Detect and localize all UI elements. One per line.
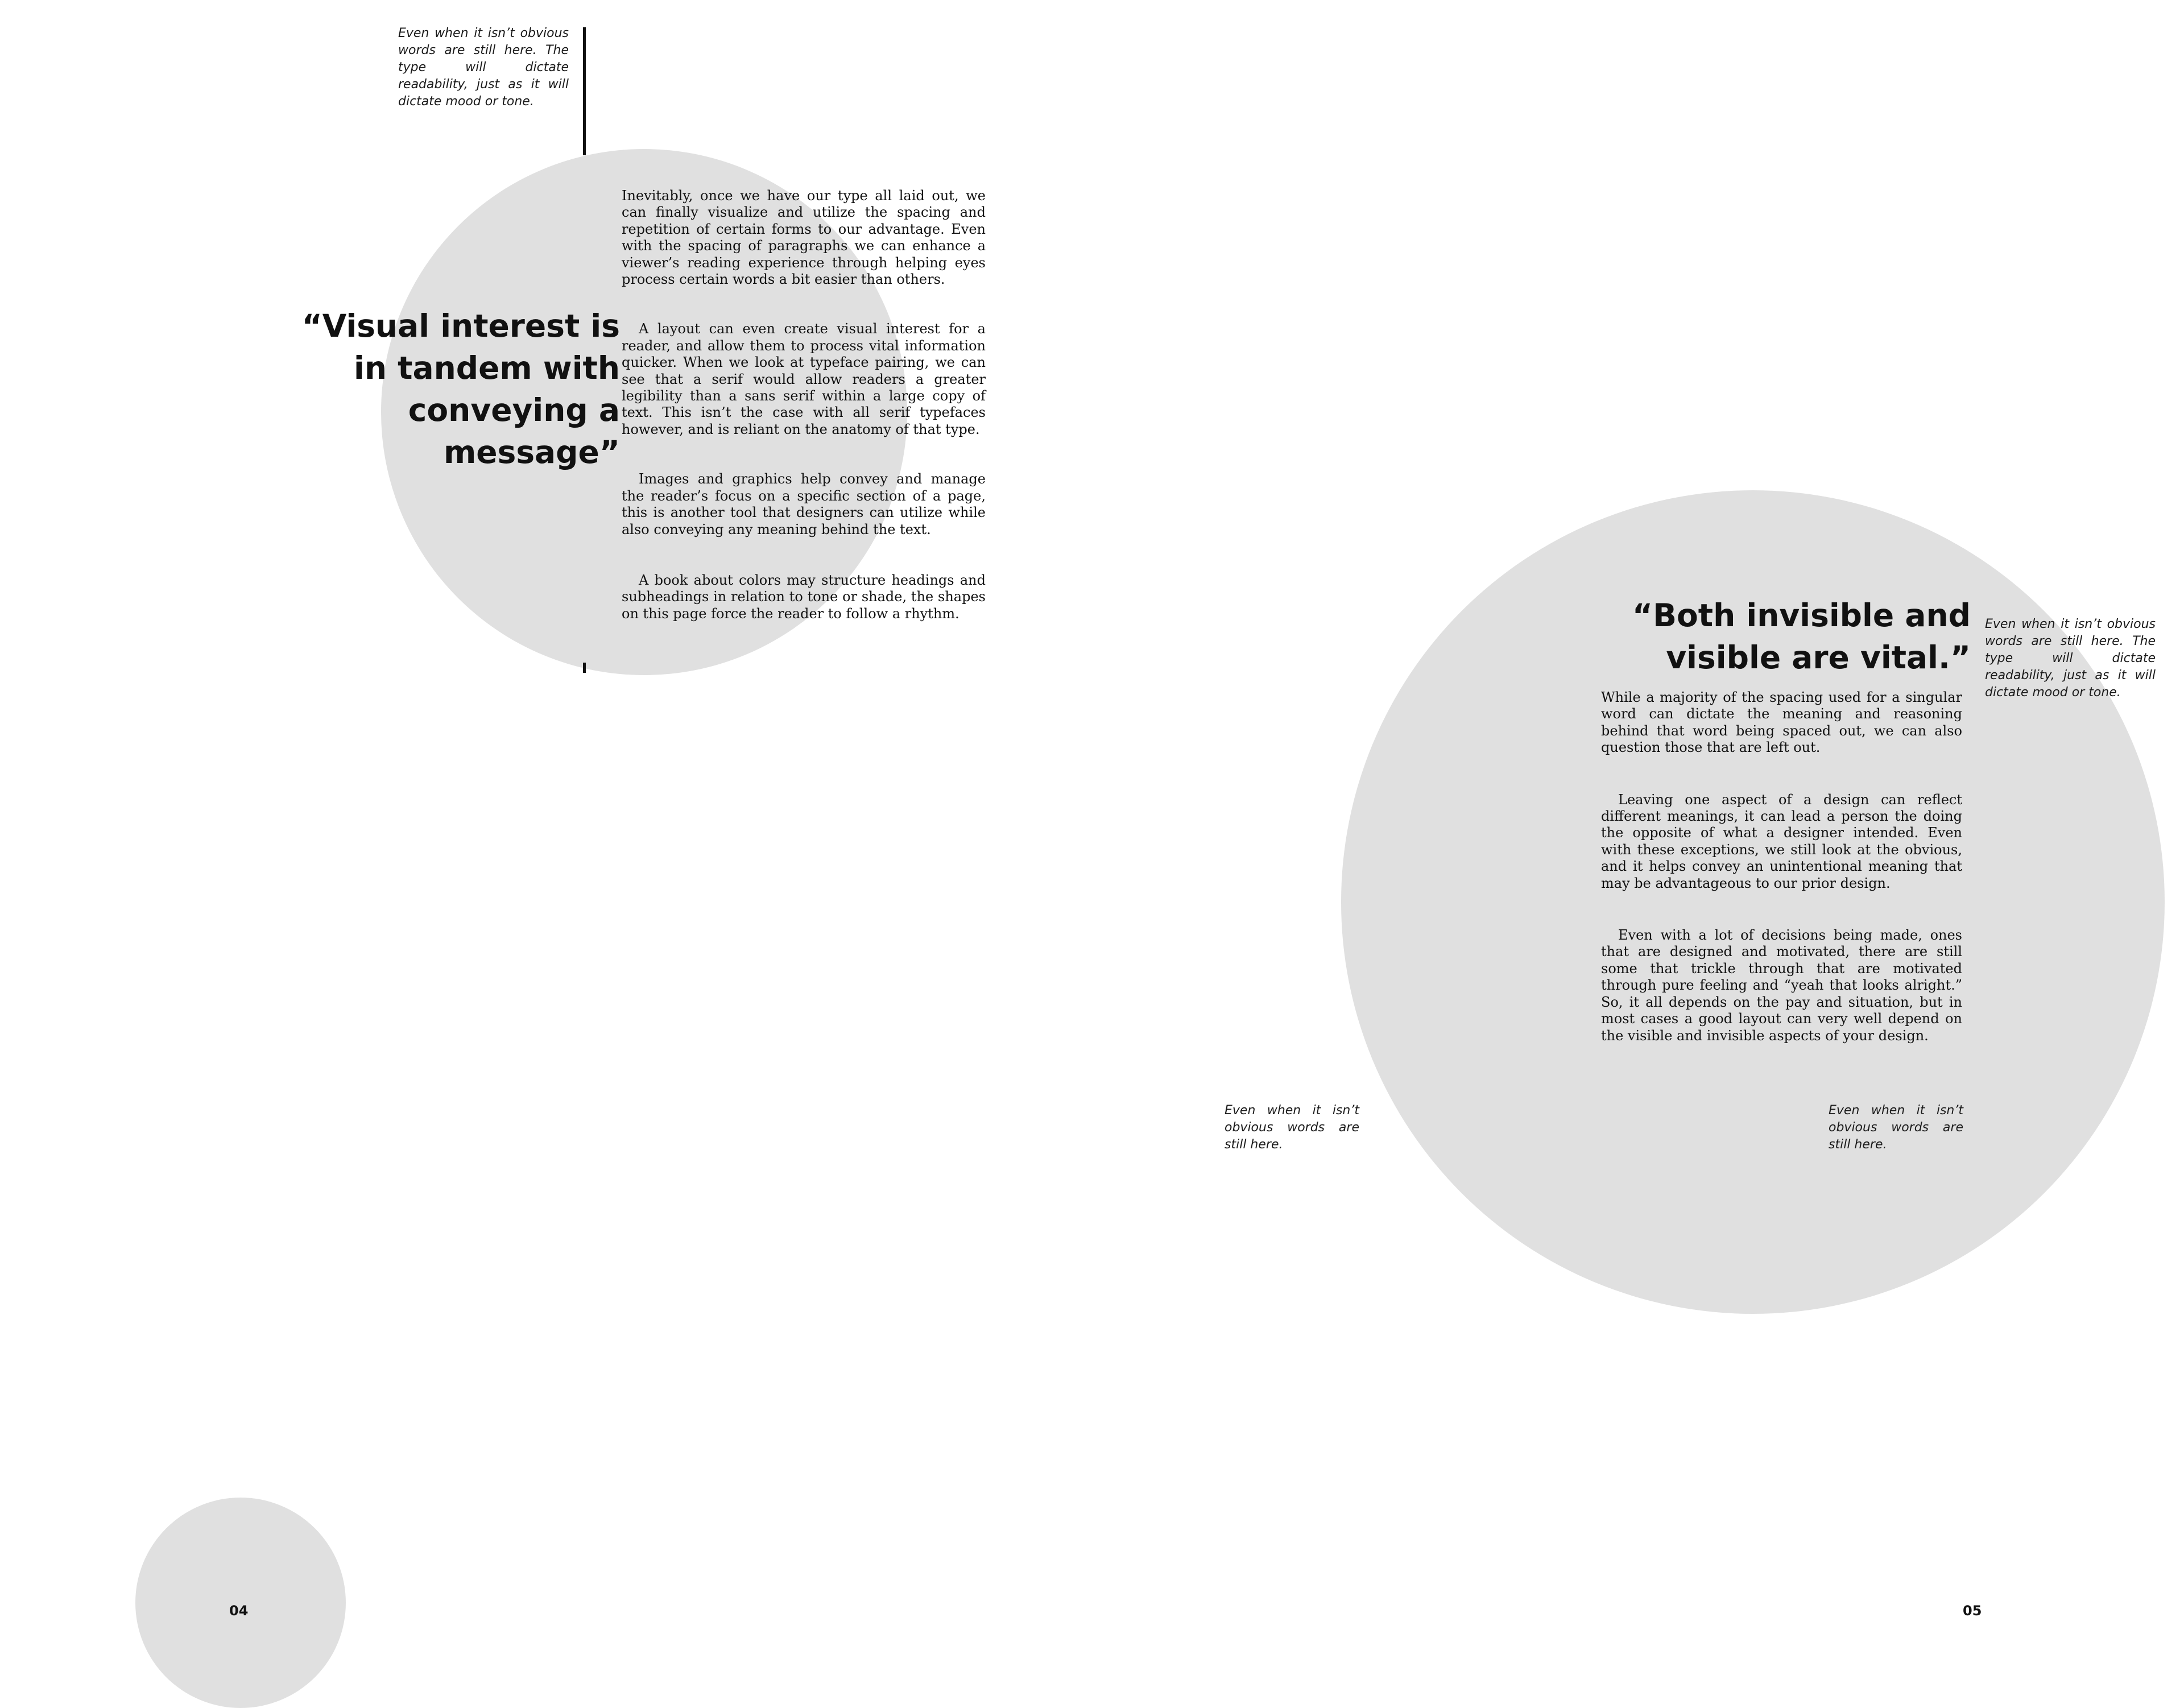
body-paragraph: Leaving one aspect of a design can reflect different meanings, it can lead a person the doing the opposite of what a designer intended. Even with these exceptions, we still look at the obvious, and it helps convey an unintentional meaning that may be advantageous to our prior design.	[1601, 791, 1962, 891]
left-page-body-column	[622, 188, 986, 655]
right-page-lower-left-caption: Even when it isn’t obvious words are still here.	[1225, 1103, 1359, 1152]
body-paragraph: A book about colors may structure headings and subheadings in relation to tone or shade, the shapes on this page force the reader to follow a rhythm.	[622, 572, 986, 622]
right-page-side-caption: Even when it isn’t obvious words are still here. The type will dictate readability, just as it will dictate mood or tone.	[1985, 617, 2156, 700]
body-paragraph: Even with a lot of decisions being made, ones that are designed and motivated, there are still some that trickle through that are motivated through pure feeling and “yeah that looks alright.” So, it all depends on the pay and situation, but in most cases a good layout can very well depend on the visible and invisible aspects of your design.	[1601, 927, 1962, 1044]
body-paragraph: Images and graphics help convey and manage the reader’s focus on a specific section of a page, this is another tool that designers can utilize while also conveying any meaning behind the text.	[622, 471, 986, 537]
left-page-top-caption: Even when it isn’t obvious words are still here. The type will dictate readability, just as it will dictate mood or tone.	[398, 26, 569, 109]
right-page-pull-quote: “Both invisible and visible are vital.”	[1632, 597, 1971, 676]
body-paragraph: A layout can even create visual interest for a reader, and allow them to process vital information quicker. When we look at typeface pairing, we can see that a serif would allow readers a greater legibility than a sans serif within a large copy of text. This isn’t the case with all serif typefaces however, and is reliant on the anatomy of that type.	[622, 321, 986, 437]
vertical-rule-top	[583, 27, 586, 155]
body-paragraph: Inevitably, once we have our type all laid out, we can finally visualize and utilize the spacing and repetition of certain forms to our advantage. Even with the spacing of paragraphs we can enhance a viewer’s reading experience through helping eyes process certain words a bit easier than others.	[622, 188, 986, 288]
right-page-lower-right-caption: Even when it isn’t obvious words are still here.	[1829, 1103, 1963, 1152]
page-number-04: 04	[229, 1603, 249, 1619]
left-page-pull-quote: “Visual interest is in tandem with conveying a message”	[301, 308, 620, 470]
right-page-body-column	[1601, 689, 1962, 1077]
vertical-rule-bottom	[583, 663, 586, 673]
page-number-05: 05	[1963, 1603, 1982, 1619]
body-paragraph: While a majority of the spacing used for a singular word can dictate the meaning and reasoning behind that word being spaced out, we can also question those that are left out.	[1601, 689, 1962, 756]
